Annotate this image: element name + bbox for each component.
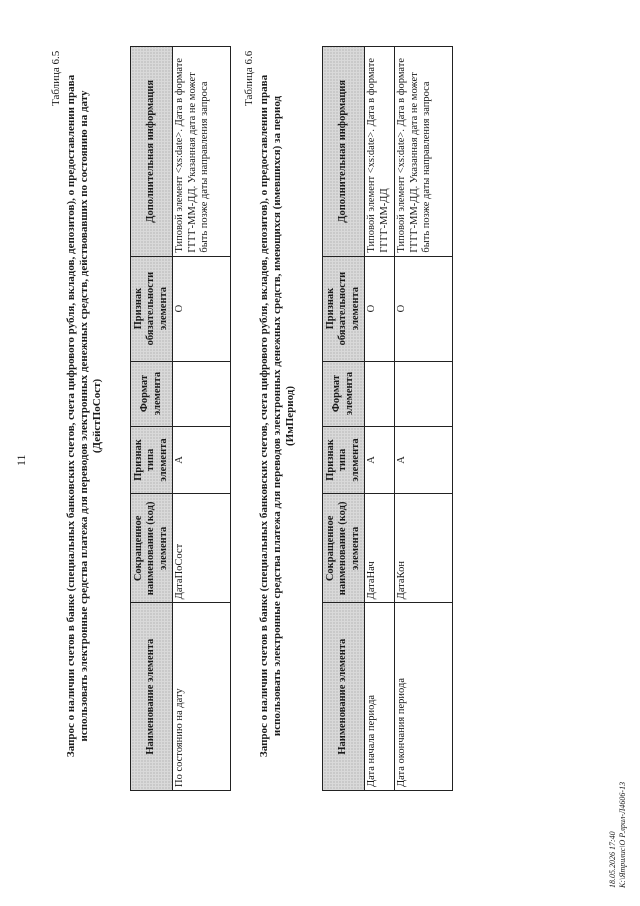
table-title-6-5: Запрос о наличии счетов в банке (специальных банковских счетов, счета цифрового рубля, вкладов, депозитов), о предоставлении права использовать электронные средства платежа для переводов электронных денежных средств, действовавших по состоянию на дату (ДейстПоСост) xyxy=(65,74,103,758)
table-row xyxy=(173,47,231,791)
table-row xyxy=(365,47,395,791)
cell-required: О xyxy=(365,256,395,361)
cell-additional-info: Типовой элемент <xs:date>. Дата в формате ГГГГ-ММ-ДД xyxy=(365,47,395,257)
header-cell: Признак обязательности элемента xyxy=(131,256,173,361)
cell-type: А xyxy=(365,426,395,494)
header-cell: Формат элемента xyxy=(131,361,173,426)
footer-timestamp: 18.05.2026 17:40 xyxy=(608,831,617,888)
cell-type: А xyxy=(173,426,231,494)
header-cell: Сокращенное наименование (код) элемента xyxy=(131,494,173,603)
cell-required: О xyxy=(395,256,453,361)
table-6-5 xyxy=(130,46,231,791)
table-header-row xyxy=(131,47,173,791)
cell-type: А xyxy=(395,426,453,494)
cell-short-name: ДатаПоСост xyxy=(173,494,231,603)
cell-required: О xyxy=(173,256,231,361)
cell-element-name: По состоянию на дату xyxy=(173,603,231,791)
header-cell: Признак типа элемента xyxy=(323,426,365,494)
cell-format xyxy=(395,361,453,426)
header-cell: Формат элемента xyxy=(323,361,365,426)
table-row xyxy=(395,47,453,791)
cell-additional-info: Типовой элемент <xs:date>. Дата в формате ГГГГ-ММ-ДД. Указанная дата не может быть позже даты направления запроса xyxy=(173,47,231,257)
table-6-6 xyxy=(322,46,453,791)
table-title-6-6: Запрос о наличии счетов в банке (специальных банковских счетов, счета цифрового рубля, вкладов, депозитов), о предоставлении права использовать электронные средства платежа для переводов электронных денежных средств, имеющихся (имевшихся) за период (ИмПериод) xyxy=(258,74,296,758)
table-header-row xyxy=(323,47,365,791)
cell-element-name: Дата начала периода xyxy=(365,603,395,791)
cell-short-name: ДатаНач xyxy=(365,494,395,603)
cell-format xyxy=(173,361,231,426)
footer-stamp xyxy=(608,782,628,888)
page-number: 11 xyxy=(14,454,28,466)
header-cell: Наименование элемента xyxy=(131,603,173,791)
cell-additional-info: Типовой элемент <xs:date>. Дата в формате ГГГГ-ММ-ДД. Указанная дата не может быть позже даты направления запроса xyxy=(395,47,453,257)
header-cell: Признак типа элемента xyxy=(131,426,173,494)
cell-short-name: ДатаКон xyxy=(395,494,453,603)
cell-element-name: Дата окончания периода xyxy=(395,603,453,791)
header-cell: Дополнительная информация xyxy=(323,47,365,257)
header-cell: Признак обязательности элемента xyxy=(323,256,365,361)
table-label-6-5: Таблица 6.5 xyxy=(50,50,62,106)
header-cell: Сокращенное наименование (код) элемента xyxy=(323,494,365,603)
cell-format xyxy=(365,361,395,426)
header-cell: Наименование элемента xyxy=(323,603,365,791)
table-label-6-6: Таблица 6.6 xyxy=(243,50,255,106)
header-cell: Дополнительная информация xyxy=(131,47,173,257)
footer-path: К:\Ятрилис\О Р.лрил-Л4606-13 xyxy=(618,781,627,888)
